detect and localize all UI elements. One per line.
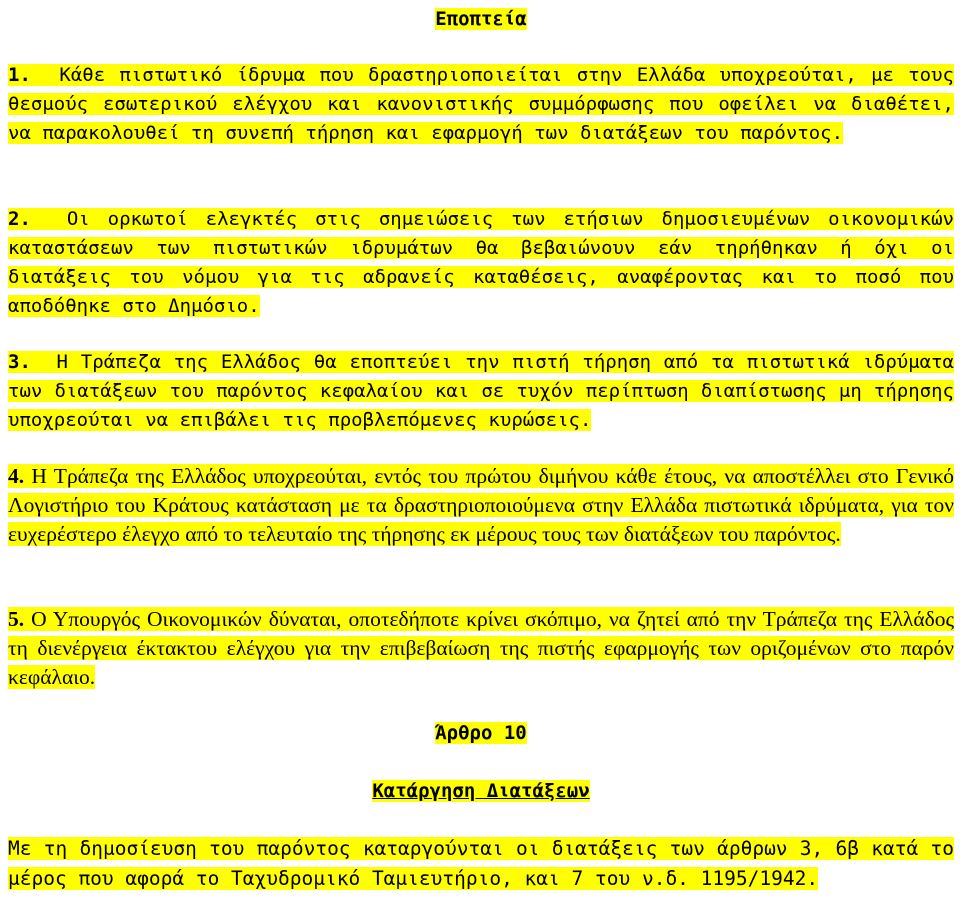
paragraph-1-number: 1. (8, 64, 31, 86)
section-title-text: Εποπτεία (435, 8, 527, 30)
paragraph-3-number: 3. (8, 351, 31, 373)
paragraph-4 (8, 462, 954, 549)
paragraph-3 (8, 348, 954, 435)
paragraph-2-text: Οι ορκωτοί ελεγκτές στις σημειώσεις των ετήσιων δημοσιευμένων οικονομικών καταστάσεων των πιστωτικών ιδρυμάτων θα βεβαιώνουν εάν τηρήθηκαν ή όχι οι διατάξεις του νόμου για τις αδρανείς καταθέσεις, αναφέροντας και το ποσό που αποδόθηκε στο Δημόσιο. (8, 208, 954, 317)
article-heading (8, 720, 954, 746)
article-subheading-text: Κατάργηση Διατάξεων (372, 780, 590, 802)
paragraph-2 (8, 205, 954, 321)
article-heading-text: Άρθρο 10 (435, 722, 527, 744)
paragraph-5 (8, 605, 954, 692)
paragraph-3-text: Η Τράπεζα της Ελλάδος θα εποπτεύει την πιστή τήρηση από τα πιστωτικά ιδρύματα των διατάξεων του παρόντος κεφαλαίου και σε τυχόν περίπτωση διαπίστωσης μη τήρησης υποχρεούται να επιβάλει τις προβλεπόμενες κυρώσεις. (8, 351, 954, 431)
paragraph-2-number: 2. (8, 208, 31, 230)
paragraph-5-text: Ο Υπουργός Οικονομικών δύναται, οποτεδήποτε κρίνει σκόπιμο, να ζητεί από την Τράπεζα της Ελλάδος τη διενέργεια έκτακτου ελέγχου για την επιβεβαίωση της πιστής εφαρμογής των οριζομένων στο παρόν κεφάλαιο. (8, 607, 955, 689)
paragraph-1-text: Κάθε πιστωτικό ίδρυμα που δραστηριοποιείται στην Ελλάδα υποχρεούται, με τους θεσμούς εσωτερικού ελέγχου και κανονιστικής συμμόρφωσης που οφείλει να διαθέτει, να παρακολουθεί τη συνεπή τήρηση και εφαρμογή των διατάξεων του παρόντος. (8, 64, 954, 144)
article-paragraph-text: Με τη δημοσίευση του παρόντος καταργούνται οι διατάξεις των άρθρων 3, 6β κατά το μέρος που αφορά το Ταχυδρομικό Ταμιευτήριο, και 7 του ν.δ. 1195/1942. (8, 837, 954, 890)
paragraph-4-number: 4. (8, 464, 25, 488)
paragraph-1 (8, 61, 954, 148)
article-subheading (8, 778, 954, 804)
article-paragraph (8, 834, 954, 894)
section-title (8, 6, 954, 32)
paragraph-5-number: 5. (8, 607, 25, 631)
paragraph-4-text: Η Τράπεζα της Ελλάδος υποχρεούται, εντός του πρώτου διμήνου κάθε έτους, να αποστέλλει στο Γενικό Λογιστήριο του Κράτους κατάσταση με τα δραστηριοποιούμενα στην Ελλάδα πιστωτικά ιδρύματα, για τον ευχερέστερο έλεγχο από το τελευταίο της τήρησης εκ μέρους τους των διατάξεων του παρόντος. (8, 464, 955, 546)
